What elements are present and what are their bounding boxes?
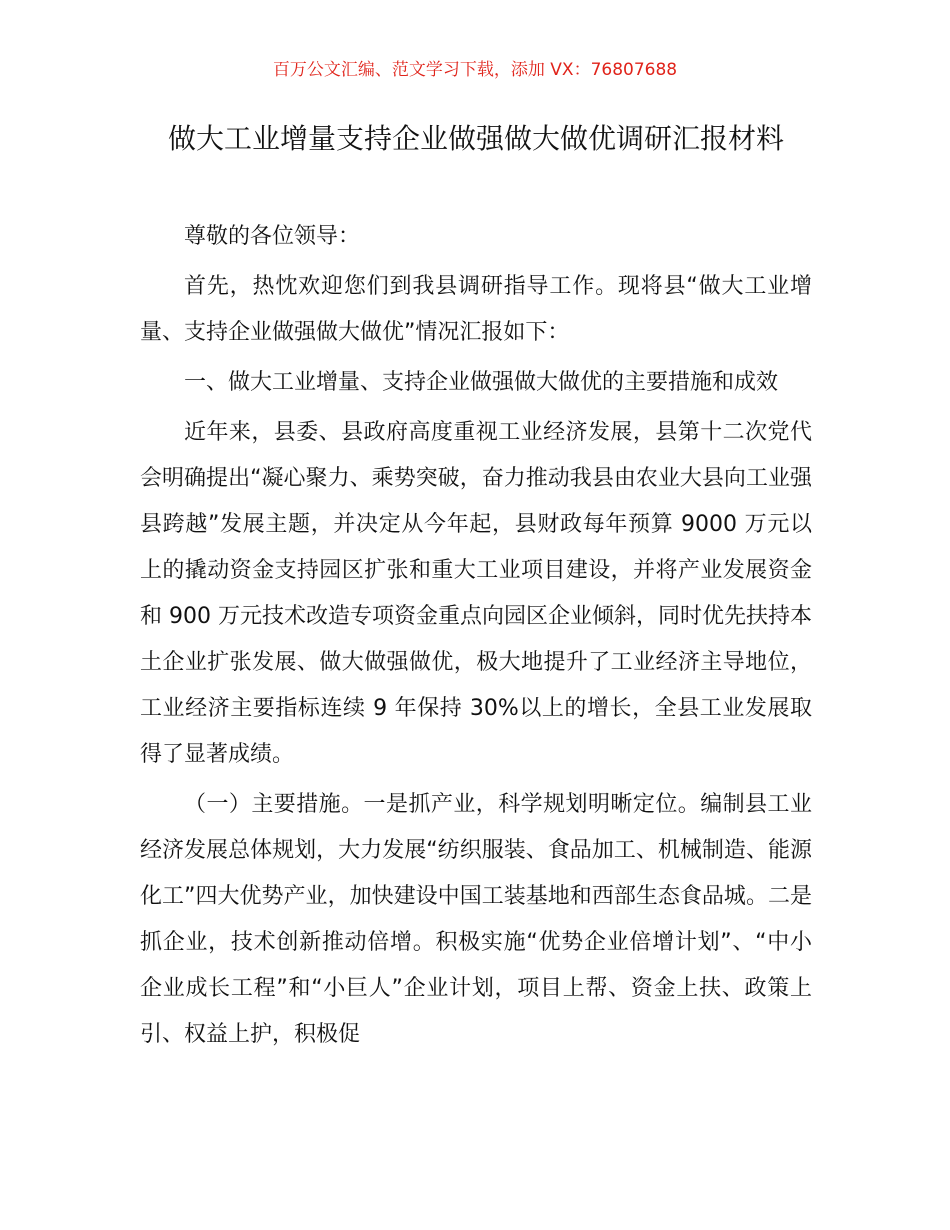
paragraph-measures: （一）主要措施。一是抓产业，科学规划明晰定位。编制县工业经济发展总体规划，大力发展“纺织服装、食品加工、机械制造、能源化工”四大优势产业，加快建设中国工装基地和西部生态食品城。二是抓企业，技术创新推动倍增。积极实施“优势企业倍增计划”、“中小企业成长工程”和“小巨人”企业计划，项目上帮、资金上扶、政策上引、权益上护，积极促 [140,792,812,1047]
paragraph-overview: 近年来，县委、县政府高度重视工业经济发展，县第十二次党代会明确提出“凝心聚力、乘势突破，奋力推动我县由农业大县向工业强县跨越”发展主题，并决定从今年起，县财政每年预算 9000 万元以上的撬动资金支持园区扩张和重大工业项目建设，并将产业发展资金和 900 万元技术改造专项资金重点向园区企业倾斜，同时优先扶持本土企业扩张发展、做大做强做优，极大地提升了工业经济主导地位，工业经济主要指标连续 9 年保持 30%以上的增长，全县工业发展取得了显著成绩。 [140,420,812,767]
document-body [140,214,812,1058]
salutation: 尊敬的各位领导： [184,224,361,249]
document-title: 做大工业增量支持企业做强做大做优调研汇报材料 [167,122,784,155]
paragraph-intro: 首先，热忱欢迎您们到我县调研指导工作。现将县“做大工业增量、支持企业做强做大做优”情况汇报如下： [140,274,812,345]
promo-banner: 百万公文汇编、范文学习下载，添加 VX：76807688 [272,60,678,80]
section-heading: 一、做大工业增量、支持企业做强做大做优的主要措施和成效 [184,370,779,395]
